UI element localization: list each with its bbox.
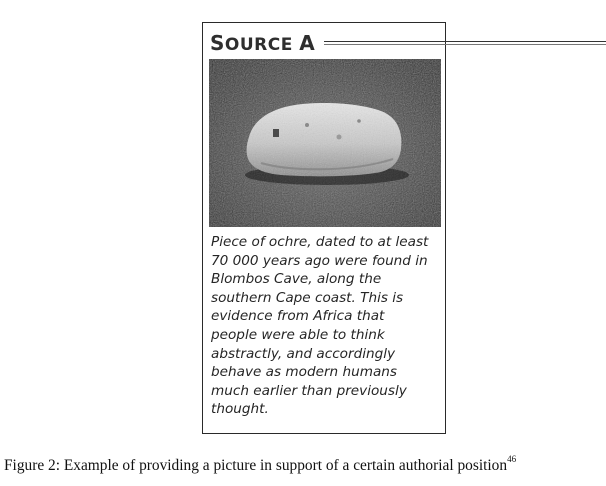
footnote-marker: 46 xyxy=(507,454,517,464)
caption-line: southern Cape coast. This is xyxy=(211,289,404,306)
source-heading-label: SOURCE A xyxy=(210,31,316,55)
figure-caption xyxy=(4,456,606,475)
heading-rule xyxy=(324,41,606,42)
caption-line: Piece of ochre, dated to at least xyxy=(211,234,429,250)
caption-line: behave as modern humans xyxy=(211,364,397,381)
source-heading xyxy=(202,30,606,55)
source-caption xyxy=(211,233,443,419)
caption-line: people were able to think xyxy=(211,326,385,343)
caption-line: Blombos Cave, along the xyxy=(211,271,382,288)
caption-line: much earlier than previously xyxy=(211,382,407,399)
caption-line: 70 000 years ago were found in xyxy=(211,252,428,269)
figure-caption-text: Figure 2: Example of providing a picture in support of a certain authorial position xyxy=(4,457,508,475)
caption-line: abstractly, and accordingly xyxy=(211,345,396,362)
ochre-stone-photo xyxy=(209,59,441,227)
caption-line: evidence from Africa that xyxy=(211,308,385,325)
heading-rule-secondary xyxy=(324,44,606,45)
caption-line: thought. xyxy=(211,401,269,418)
ochre-stone-illustration xyxy=(209,59,441,227)
